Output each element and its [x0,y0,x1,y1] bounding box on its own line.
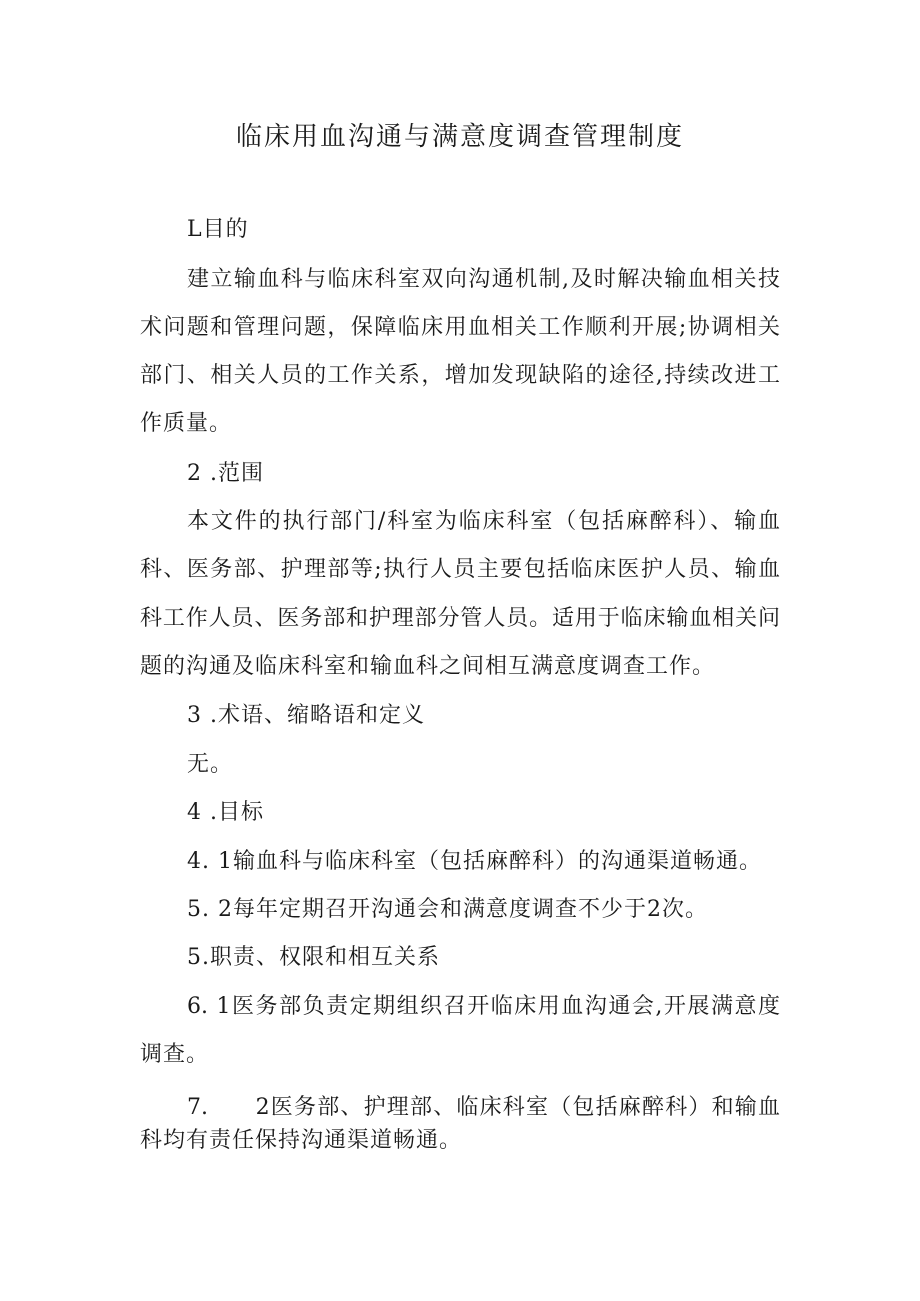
paragraph-line: 建立输血科与临床科室双向沟通机制,及时解决输血相关技 [187,267,780,292]
paragraph-line: 科工作人员、医务部和护理部分管人员。适用于临床输血相关问 [140,606,780,631]
section-heading-terms: 3 .术语、缩略语和定义 [187,703,425,728]
list-item: 6. 1医务部负责定期组织召开临床用血沟通会,开展满意度 [187,994,780,1019]
paragraph-line: 本文件的执行部门/科室为临床科室（包括麻醉科）、输血 [187,509,780,534]
section-heading-purpose: L目的 [187,217,249,242]
paragraph-line: 调查。 [140,1042,210,1067]
list-item: 7. 2医务部、护理部、临床科室（包括麻醉科）和输血 [187,1095,780,1120]
paragraph-line: 科、医务部、护理部等;执行人员主要包括临床医护人员、输血 [140,557,780,582]
paragraph-line: 作质量。 [140,411,233,436]
section-heading-goals: 4 .目标 [187,800,264,825]
document-title: 临床用血沟通与满意度调查管理制度 [235,122,684,152]
section-heading-responsibilities: 5.职责、权限和相互关系 [187,945,440,970]
paragraph-line: 科均有责任保持沟通渠道畅通。 [140,1128,463,1153]
section-heading-scope: 2 .范围 [187,461,264,486]
list-item: 4. 1输血科与临床科室（包括麻醉科）的沟通渠道畅通。 [187,849,762,874]
paragraph-line: 无。 [187,752,234,777]
paragraph-line: 题的沟通及临床科室和输血科之间相互满意度调查工作。 [140,654,716,679]
paragraph-line: 部门、相关人员的工作关系，增加发现缺陷的途径,持续改进工 [140,363,780,388]
paragraph-line: 术问题和管理问题，保障临床用血相关工作顺利开展;协调相关 [140,315,780,340]
list-item: 5. 2每年定期召开沟通会和满意度调查不少于2次。 [187,897,708,922]
